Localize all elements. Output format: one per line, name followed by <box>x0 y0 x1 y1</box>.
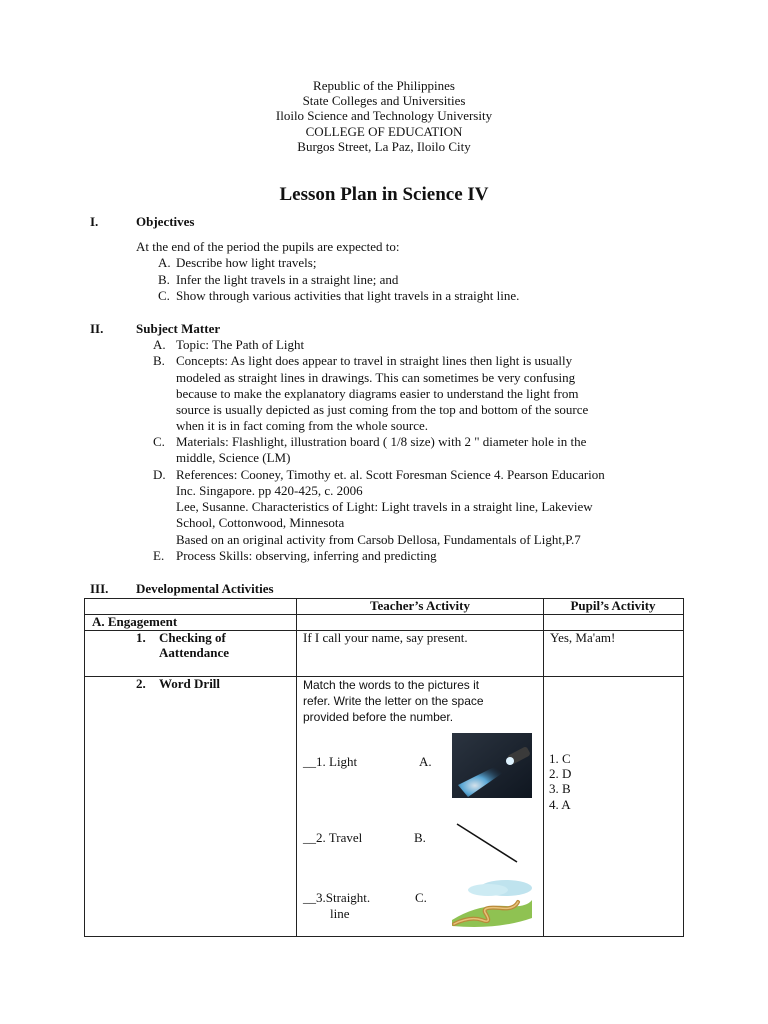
concepts-line: modeled as straight lines in drawings. This can sometimes be very confusing <box>176 370 576 385</box>
row2-num: 2. <box>136 676 146 691</box>
drill-answer: 2. D <box>549 766 572 781</box>
drill-word-3: __3.Straight. <box>303 890 371 905</box>
objective-b-text: Infer the light travels in a straight line; and <box>176 272 399 287</box>
header-line-4: COLLEGE OF EDUCATION <box>305 123 463 139</box>
references-line: References: Cooney, Timothy et. al. Scott Foresman Science 4. Pearson Educarion <box>176 467 605 482</box>
row1-label: Checking of <box>159 630 226 645</box>
objective-a-text: Describe how light travels; <box>176 255 317 270</box>
objectives-intro: At the end of the period the pupils are expected to: <box>136 239 400 254</box>
page-title: Lesson Plan in Science IV <box>279 184 489 205</box>
header-line-1: Republic of the Philippines <box>313 78 455 93</box>
materials-line: middle, Science (LM) <box>176 450 291 465</box>
row1-pupil: Yes, Ma'am! <box>550 630 616 645</box>
topic-text: Topic: The Path of Light <box>176 337 305 352</box>
drill-letter-a: A. <box>419 754 432 769</box>
drill-letter-b: B. <box>414 830 426 845</box>
flashlight-image <box>452 733 532 798</box>
winding-path-image <box>448 878 536 930</box>
header-line-5: Burgos Street, La Paz, Iloilo City <box>297 138 471 154</box>
header-line-2: State Colleges and Universities <box>302 93 466 109</box>
drill-word-3: line <box>330 906 350 921</box>
concepts-line: because to make the explanatory diagrams easier to understand the light from <box>176 386 579 401</box>
references-line: Inc. Singapore. pp 420-425, c. 2006 <box>176 483 363 498</box>
objective-c-text: Show through various activities that light travels in a straight line. <box>176 288 520 303</box>
objective-b-letter: B. <box>158 272 170 287</box>
row2-label: Word Drill <box>159 676 221 691</box>
drill-letter-c: C. <box>415 890 427 905</box>
references-letter: D. <box>153 467 166 482</box>
drill-word-1: __1. Light <box>303 754 358 769</box>
concepts-line: when it is in fact coming from the whole source. <box>176 418 428 433</box>
drill-answer: 3. B <box>549 781 571 796</box>
concepts-line: source is usually depicted as just coming from the top and bottom of the source <box>176 402 589 417</box>
objectives-numeral: I. <box>90 214 99 229</box>
engagement-label: A. Engagement <box>92 614 178 629</box>
concepts-line: Concepts: As light does appear to travel in straight lines then light is usually <box>176 353 573 368</box>
references-line: School, Cottonwood, Minnesota <box>176 515 345 530</box>
drill-answer: 1. C <box>549 751 571 766</box>
word-drill-instruction: Match the words to the pictures it <box>303 678 480 692</box>
table-rule <box>296 598 297 936</box>
concepts-letter: B. <box>153 353 165 368</box>
references-line: Based on an original activity from Carsob Dellosa, Fundamentals of Light,P.7 <box>176 532 581 547</box>
col-header-teacher: Teacher’s Activity <box>369 598 470 613</box>
materials-line: Materials: Flashlight, illustration board ( 1/8 size) with 2 " diameter hole in the <box>176 434 587 449</box>
developmental-heading: Developmental Activities <box>136 581 274 596</box>
objectives-heading: Objectives <box>136 214 195 229</box>
header-line-3: Iloilo Science and Technology University <box>275 108 493 124</box>
word-drill-instruction: refer. Write the letter on the space <box>303 694 484 708</box>
word-drill-instruction: provided before the number. <box>303 710 454 724</box>
row1-num: 1. <box>136 630 146 645</box>
materials-letter: C. <box>153 434 165 449</box>
subject-numeral: II. <box>90 321 104 336</box>
col-header-pupil: Pupil’s Activity <box>570 598 656 613</box>
drill-answer: 4. A <box>549 797 571 812</box>
drill-word-2: __2. Travel <box>303 830 363 845</box>
table-rule <box>543 598 544 936</box>
process-letter: E. <box>153 548 165 563</box>
objective-a-letter: A. <box>158 255 171 270</box>
developmental-numeral: III. <box>90 581 109 596</box>
objective-c-letter: C. <box>158 288 170 303</box>
school-header <box>0 78 768 154</box>
references-line: Lee, Susanne. Characteristics of Light: Light travels in a straight line, Lakeview <box>176 499 593 514</box>
process-text: Process Skills: observing, inferring and predicting <box>176 548 437 563</box>
row1-label: Aattendance <box>159 645 230 660</box>
row1-teacher: If I call your name, say present. <box>303 630 468 645</box>
subject-heading: Subject Matter <box>136 321 221 336</box>
straight-line-image <box>452 820 522 865</box>
topic-letter: A. <box>153 337 166 352</box>
